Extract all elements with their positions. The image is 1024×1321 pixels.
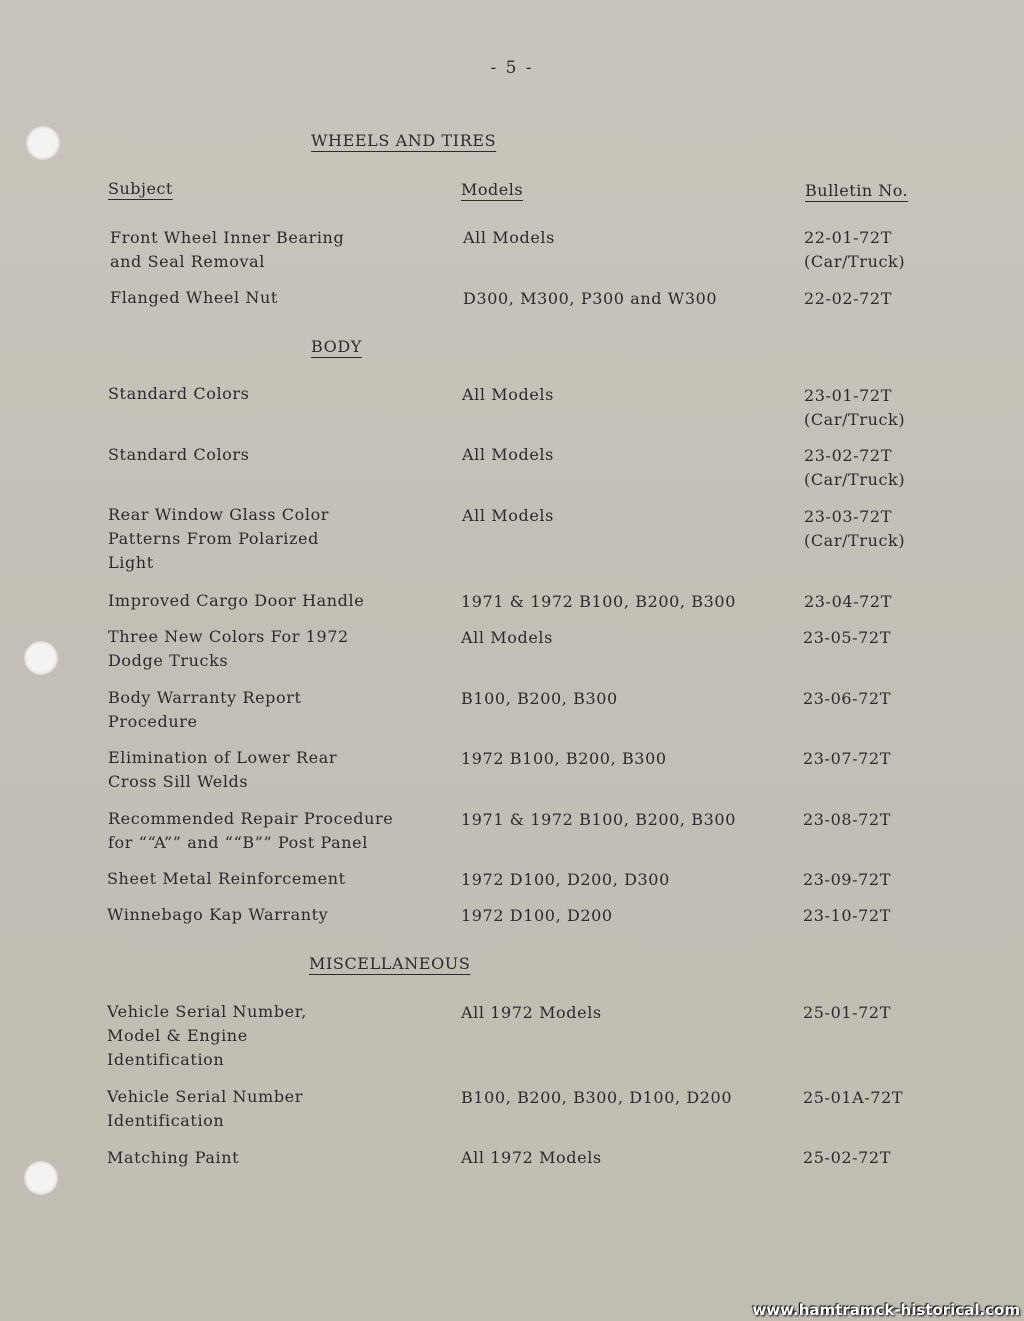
- models-cell: 1971 & 1972 B100, B200, B300: [461, 810, 736, 829]
- models-cell: All Models: [462, 506, 554, 525]
- bulletin-cell: 23-06-72T: [803, 689, 891, 708]
- binder-hole-middle: [24, 641, 58, 675]
- bulletin-cell: 23-03-72T (Car/Truck): [804, 507, 906, 550]
- subject-cell: Sheet Metal Reinforcement: [107, 869, 346, 888]
- binder-hole-bottom: [24, 1161, 58, 1195]
- models-cell: 1972 D100, D200: [461, 906, 613, 925]
- models-cell: All Models: [461, 628, 553, 647]
- section-heading-miscellaneous: MISCELLANEOUS: [309, 954, 471, 973]
- subject-cell: Flanged Wheel Nut: [110, 288, 278, 307]
- models-cell: All Models: [462, 445, 554, 464]
- bulletin-cell: 23-02-72T (Car/Truck): [804, 446, 906, 489]
- bulletin-cell: 22-01-72T (Car/Truck): [804, 228, 906, 271]
- models-cell: All 1972 Models: [461, 1003, 602, 1022]
- subject-cell: Three New Colors For 1972 Dodge Trucks: [108, 627, 349, 670]
- bulletin-cell: 23-10-72T: [803, 906, 891, 925]
- binder-hole-top: [26, 126, 60, 160]
- section-heading-body: BODY: [311, 337, 362, 356]
- models-cell: B100, B200, B300: [461, 689, 618, 708]
- models-cell: B100, B200, B300, D100, D200: [461, 1088, 733, 1107]
- column-header-subject: Subject: [108, 179, 173, 198]
- models-cell: D300, M300, P300 and W300: [463, 289, 718, 308]
- subject-cell: Recommended Repair Procedure for ““A”” and ““B”” Post Panel: [108, 809, 394, 852]
- models-cell: 1971 & 1972 B100, B200, B300: [461, 592, 736, 611]
- subject-cell: Elimination of Lower Rear Cross Sill Welds: [108, 748, 338, 791]
- section-heading-wheels-and-tires: WHEELS AND TIRES: [311, 131, 497, 150]
- subject-cell: Vehicle Serial Number, Model & Engine Identification: [107, 1002, 307, 1069]
- subject-cell: Vehicle Serial Number Identification: [107, 1087, 303, 1130]
- bulletin-cell: 23-07-72T: [803, 749, 891, 768]
- subject-cell: Front Wheel Inner Bearing and Seal Removal: [110, 228, 345, 271]
- bulletin-cell: 22-02-72T: [804, 289, 892, 308]
- bulletin-cell: 23-09-72T: [803, 870, 891, 889]
- bulletin-cell: 25-02-72T: [803, 1148, 891, 1167]
- models-cell: 1972 D100, D200, D300: [461, 870, 670, 889]
- models-cell: All Models: [462, 385, 554, 404]
- subject-cell: Body Warranty Report Procedure: [108, 688, 302, 731]
- models-cell: All Models: [463, 228, 555, 247]
- models-cell: 1972 B100, B200, B300: [461, 749, 667, 768]
- bulletin-cell: 23-01-72T (Car/Truck): [804, 386, 906, 429]
- subject-cell: Standard Colors: [108, 384, 250, 403]
- bulletin-cell: 25-01A-72T: [803, 1088, 904, 1107]
- page-number: - 5 -: [490, 58, 534, 78]
- subject-cell: Winnebago Kap Warranty: [107, 905, 329, 924]
- subject-cell: Matching Paint: [107, 1148, 240, 1167]
- bulletin-cell: 23-05-72T: [803, 628, 891, 647]
- bulletin-cell: 25-01-72T: [803, 1003, 891, 1022]
- bulletin-cell: 23-04-72T: [804, 592, 892, 611]
- models-cell: All 1972 Models: [461, 1148, 602, 1167]
- column-header-bulletin: Bulletin No.: [805, 181, 909, 200]
- subject-cell: Improved Cargo Door Handle: [108, 591, 365, 610]
- bulletin-cell: 23-08-72T: [803, 810, 891, 829]
- subject-cell: Rear Window Glass Color Patterns From Polarized Light: [108, 505, 330, 572]
- source-watermark: www.hamtramck-historical.com: [752, 1301, 1020, 1319]
- column-header-models: Models: [461, 180, 524, 199]
- subject-cell: Standard Colors: [108, 445, 250, 464]
